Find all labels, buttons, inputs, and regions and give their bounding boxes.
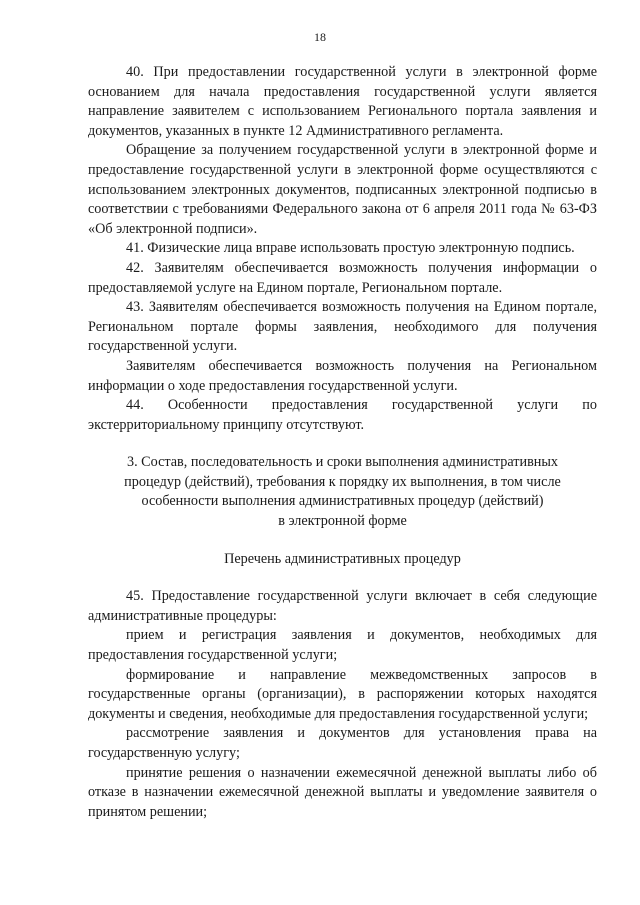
paragraph-42: 42. Заявителям обеспечивается возможность получения информации о предоставляемой услуге на Едином портале, Региональном портале. bbox=[88, 259, 597, 296]
procedure-item: рассмотрение заявления и документов для установления права на государственную услугу; bbox=[88, 725, 597, 761]
paragraph-45: 45. Предоставление государственной услуги включает в себя следующие административные процедуры: bbox=[88, 588, 597, 624]
paragraph-44: 44. Особенности предоставления государственной услуги по экстерриториальному принципу отсутствуют. bbox=[88, 397, 597, 433]
paragraph-electronic-request: Обращение за получением государственной услуги в электронной форме и предоставление государственной услуги в электронной форме осуществляются с использованием электронных документов, подписанных электронной подписью в соответствии с требованиями Федерального закона от 6 апреля 2011 года № 63-ФЗ «Об электронной подписи». bbox=[88, 142, 597, 237]
document-body bbox=[88, 63, 597, 822]
section-title-line: особенности выполнения административных процедур (действий) bbox=[141, 493, 544, 510]
paragraph-progress-info: Заявителям обеспечивается возможность получения на Региональном информации о ходе предоставления государственной услуги. bbox=[88, 357, 597, 394]
paragraph-40: 40. При предоставлении государственной услуги в электронной форме основанием для начала предоставления государственной услуги является направление заявителем с использованием Регионального портала заявления и документов, указанных в пункте 12 Административного регламента. bbox=[88, 64, 597, 139]
page-number: 18 bbox=[314, 30, 326, 44]
section-title bbox=[88, 453, 597, 531]
paragraph-41: 41. Физические лица вправе использовать простую электронную подпись. bbox=[126, 240, 575, 257]
paragraph-43: 43. Заявителям обеспечивается возможность получения на Едином портале, Региональном портале формы заявления, необходимого для получения государственной услуги. bbox=[88, 299, 597, 355]
section-title-line: процедур (действий), требования к порядку их выполнения, в том числе bbox=[124, 473, 561, 490]
section-title-line: в электронной форме bbox=[278, 513, 407, 530]
subsection-title: Перечень административных процедур bbox=[224, 550, 461, 567]
procedure-item: прием и регистрация заявления и документов, необходимых для предоставления государственной услуги; bbox=[88, 627, 597, 664]
procedure-item: формирование и направление межведомственных запросов в государственные органы (организации), в распоряжении которых находятся документы и сведения, необходимые для предоставления государственной услуги; bbox=[88, 666, 597, 722]
procedure-item: принятие решения о назначении ежемесячной денежной выплаты либо об отказе в назначении ежемесячной денежной выплаты и уведомление заявителя о принятом решении; bbox=[88, 764, 597, 820]
section-title-line: 3. Состав, последовательность и сроки выполнения административных bbox=[126, 454, 559, 471]
